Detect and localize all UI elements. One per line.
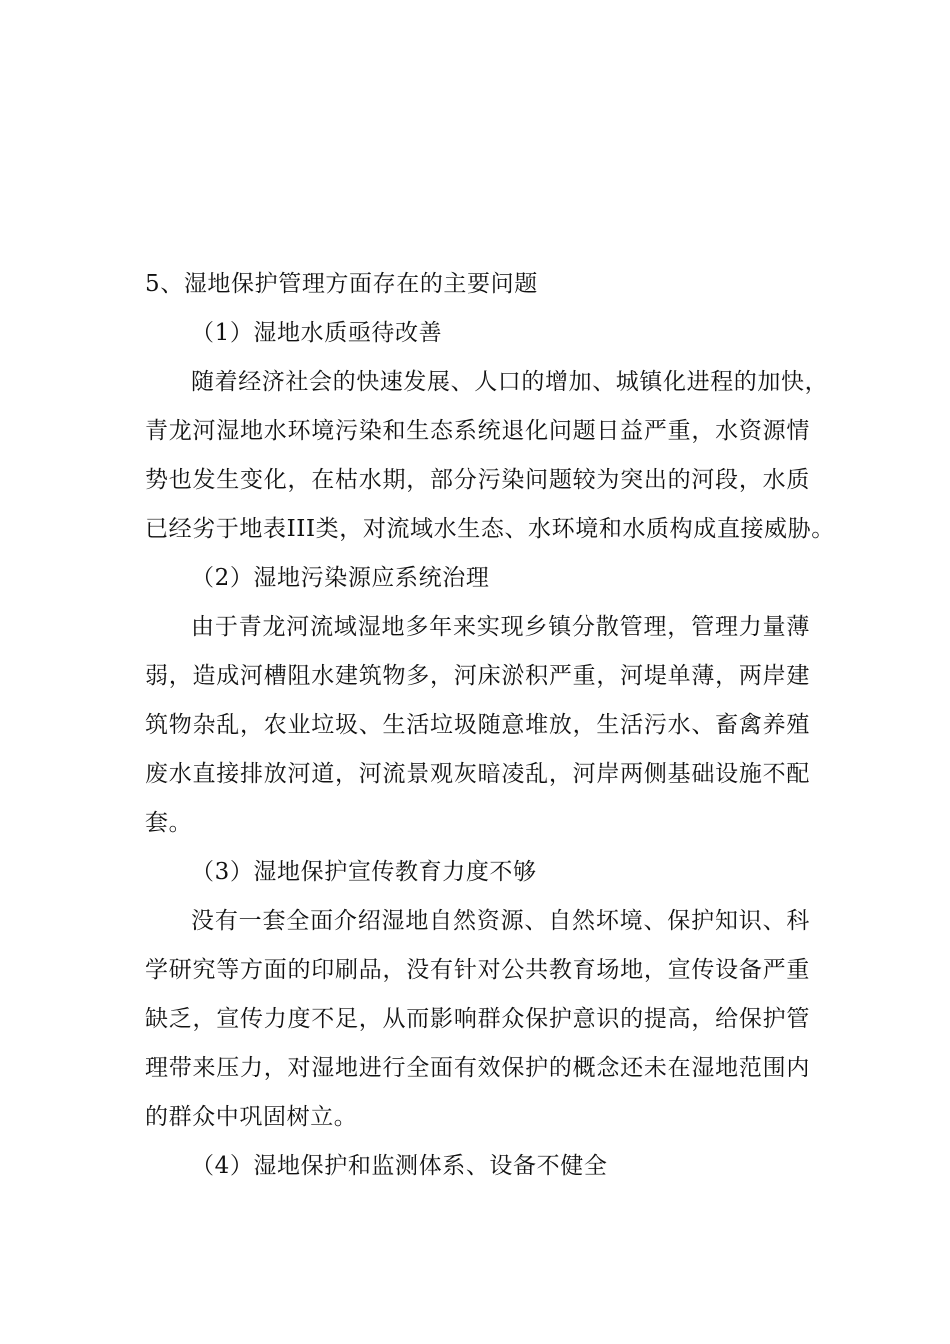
paragraph-line: 缺乏，宣传力度不足，从而影响群众保护意识的提高，给保护管: [145, 1006, 810, 1032]
document-body: [145, 260, 835, 1191]
paragraph-line: 由于青龙河流域湿地多年来实现乡镇分散管理，管理力量薄: [191, 614, 810, 640]
paragraph-line: 学研究等方面的印刷品，没有针对公共教育场地，宣传设备严重: [145, 957, 810, 983]
paragraph-line: 已经劣于地表III类，对流域水生态、水环境和水质构成直接威胁。: [145, 516, 835, 542]
paragraph-line: 随着经济社会的快速发展、人口的增加、城镇化进程的加快，: [191, 369, 829, 395]
paragraph-line: 套。: [145, 810, 193, 836]
paragraph-line: 废水直接排放河道，河流景观灰暗凌乱，河岸两侧基础设施不配: [145, 761, 810, 787]
paragraph-line: 弱，造成河槽阻水建筑物多，河床淤积严重，河堤单薄，两岸建: [145, 663, 810, 689]
paragraph-line: 筑物杂乱，农业垃圾、生活垃圾随意堆放，生活污水、畜禽养殖: [145, 712, 810, 738]
paragraph-line: 势也发生变化，在枯水期，部分污染问题较为突出的河段，水质: [145, 467, 810, 493]
subsection-heading-3: （3）湿地保护宣传教育力度不够: [191, 859, 537, 885]
subsection-heading-2: （2）湿地污染源应系统治理: [191, 565, 490, 591]
section-heading: 5、湿地保护管理方面存在的主要问题: [145, 271, 538, 297]
paragraph-line: 青龙河湿地水环境污染和生态系统退化问题日益严重，水资源情: [145, 418, 810, 444]
paragraph-line: 理带来压力，对湿地进行全面有效保护的概念还未在湿地范围内: [145, 1055, 810, 1081]
paragraph-line: 的群众中巩固树立。: [145, 1104, 358, 1130]
subsection-heading-1: （1）湿地水质亟待改善: [191, 320, 443, 346]
paragraph-line: 没有一套全面介绍湿地自然资源、自然坏境、保护知识、科: [191, 908, 810, 934]
subsection-heading-4: （4）湿地保护和监测体系、设备不健全: [191, 1153, 608, 1179]
